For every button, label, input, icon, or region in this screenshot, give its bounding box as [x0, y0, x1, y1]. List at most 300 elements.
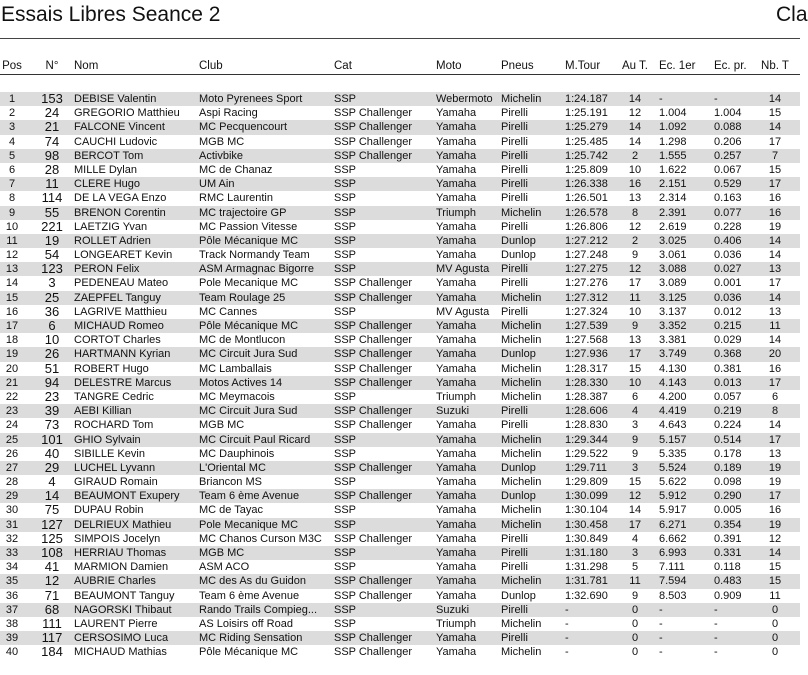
- cell-club: Activbike: [199, 149, 244, 162]
- cell-lap-number: 17: [628, 518, 642, 531]
- cell-nom: MICHAUD Mathias: [74, 646, 167, 659]
- cell-club: Pole Mecanique MC: [199, 277, 299, 290]
- cell-pos: 21: [5, 376, 19, 389]
- cell-moto: Yamaha: [436, 192, 477, 205]
- table-row: [0, 234, 800, 248]
- cell-gap-first: 1.622: [659, 163, 687, 176]
- cell-best-lap: 1:29.809: [565, 476, 608, 489]
- cell-club: MC Cannes: [199, 305, 258, 318]
- cell-best-lap: 1:31.298: [565, 561, 608, 574]
- cell-moto: Yamaha: [436, 362, 477, 375]
- cell-cat: SSP Challenger: [334, 334, 413, 347]
- cell-gap-first: 5.524: [659, 461, 687, 474]
- cell-nom: DUPAU Robin: [74, 504, 144, 517]
- cell-pos: 4: [8, 135, 16, 148]
- cell-nom: LONGEARET Kevin: [74, 249, 173, 262]
- cell-best-lap: 1:28.387: [565, 390, 608, 403]
- cell-lap-number: 2: [631, 234, 639, 247]
- cell-gap-previous: -: [714, 632, 718, 645]
- cell-pneus: Pirelli: [501, 149, 528, 162]
- cell-cat: SSP: [334, 192, 357, 205]
- table-row: [0, 418, 800, 432]
- cell-club: L'Oriental MC: [199, 461, 266, 474]
- cell-num: 3: [48, 275, 56, 291]
- cell-laps-total: 15: [768, 163, 782, 176]
- cell-pos: 17: [5, 320, 19, 332]
- cell-lap-number: 12: [628, 220, 642, 233]
- cell-nom: LAURENT Pierre: [74, 617, 158, 630]
- cell-lap-number: 12: [628, 490, 642, 503]
- cell-cat: SSP Challenger: [334, 376, 413, 389]
- cell-moto: Suzuki: [436, 603, 470, 616]
- cell-lap-number: 11: [629, 291, 641, 304]
- cell-best-lap: 1:27.312: [565, 291, 608, 304]
- cell-gap-previous: 0.909: [714, 589, 742, 602]
- cell-cat: SSP Challenger: [334, 405, 413, 418]
- cell-club: Pôle Mécanique MC: [199, 234, 299, 247]
- cell-gap-first: 2.151: [659, 178, 687, 191]
- table-row: [0, 589, 800, 603]
- cell-gap-previous: 0.354: [714, 518, 742, 531]
- cell-pneus: Pirelli: [501, 121, 528, 134]
- cell-pos: 16: [5, 305, 19, 318]
- cell-nom: CLERE Hugo: [74, 178, 141, 191]
- cell-pneus: Michelin: [501, 518, 542, 531]
- cell-pneus: Pirelli: [501, 263, 528, 276]
- cell-lap-number: 9: [631, 433, 639, 446]
- cell-lap-number: 3: [631, 547, 639, 559]
- cell-best-lap: 1:25.279: [565, 121, 608, 134]
- cell-gap-previous: 0.118: [714, 561, 741, 574]
- cell-moto: Yamaha: [436, 504, 477, 517]
- cell-nom: FALCONE Vincent: [74, 121, 165, 134]
- cell-pos: 13: [5, 263, 19, 276]
- cell-lap-number: 14: [628, 504, 642, 517]
- cell-best-lap: 1:30.849: [565, 532, 608, 545]
- cell-nom: MILLE Dylan: [74, 163, 137, 176]
- cell-cat: SSP: [334, 476, 357, 489]
- cell-pos: 2: [8, 107, 16, 120]
- cell-cat: SSP: [334, 603, 357, 616]
- cell-gap-previous: 0.219: [714, 405, 742, 418]
- cell-pneus: Dunlop: [501, 589, 536, 602]
- results-table: [0, 92, 800, 660]
- cell-laps-total: 17: [768, 376, 782, 389]
- cell-laps-total: 16: [768, 362, 782, 375]
- cell-pneus: Pirelli: [501, 419, 528, 432]
- cell-gap-previous: 0.057: [714, 390, 742, 403]
- cell-nom: TANGRE Cedric: [74, 390, 154, 403]
- cell-club: RMC Laurentin: [199, 192, 273, 205]
- cell-moto: Yamaha: [436, 476, 477, 489]
- cell-nom: PEDENEAU Mateo: [74, 277, 169, 290]
- cell-gap-first: 7.594: [659, 575, 687, 588]
- cell-pos: 31: [5, 518, 19, 531]
- cell-best-lap: 1:25.809: [565, 163, 608, 176]
- table-row: [0, 475, 800, 489]
- cell-pneus: Michelin: [501, 504, 542, 517]
- cell-moto: Yamaha: [436, 433, 477, 446]
- cell-nom: NAGORSKI Thibaut: [74, 603, 172, 616]
- cell-laps-total: 7: [771, 149, 779, 162]
- cell-club: Pole Mecanique MC: [199, 518, 299, 531]
- cell-lap-number: 11: [629, 575, 641, 588]
- cell-gap-first: 8.503: [659, 589, 687, 602]
- cell-best-lap: 1:26.338: [565, 178, 608, 191]
- table-row: [0, 248, 800, 262]
- cell-num: 74: [44, 133, 60, 149]
- cell-best-lap: -: [565, 646, 569, 659]
- cell-moto: MV Agusta: [436, 305, 490, 318]
- cell-num: 12: [44, 573, 60, 589]
- cell-best-lap: 1:25.191: [565, 107, 608, 120]
- cell-gap-first: 3.749: [659, 348, 687, 361]
- cell-nom: DEBISE Valentin: [74, 93, 157, 105]
- cell-moto: Yamaha: [436, 547, 477, 559]
- cell-gap-first: 3.381: [659, 334, 687, 347]
- cell-pos: 8: [8, 192, 16, 205]
- table-row: [0, 645, 800, 659]
- cell-club: Motos Actives 14: [199, 376, 283, 389]
- cell-laps-total: 12: [768, 532, 782, 545]
- table-row: [0, 220, 800, 234]
- cell-laps-total: 6: [771, 390, 779, 403]
- table-row: [0, 262, 800, 276]
- cell-pos: 11: [6, 234, 18, 247]
- cell-moto: Yamaha: [436, 490, 477, 503]
- cell-gap-first: 4.143: [659, 376, 687, 389]
- cell-club: MC des As du Guidon: [199, 575, 307, 588]
- header-best-lap: M.Tour: [565, 60, 601, 72]
- cell-pos: 10: [5, 220, 19, 233]
- cell-nom: HERRIAU Thomas: [74, 547, 167, 559]
- cell-lap-number: 15: [628, 476, 642, 489]
- cell-pneus: Michelin: [501, 575, 542, 588]
- cell-laps-total: 16: [768, 206, 782, 219]
- cell-gap-first: -: [659, 617, 663, 630]
- table-row: [0, 617, 800, 631]
- cell-laps-total: 0: [771, 617, 779, 630]
- table-row: [0, 206, 800, 220]
- header-gap-previous: Ec. pr.: [714, 60, 747, 72]
- cell-nom: GREGORIO Matthieu: [74, 107, 180, 120]
- cell-nom: CORTOT Charles: [74, 334, 161, 347]
- cell-cat: SSP: [334, 504, 357, 517]
- cell-pneus: Dunlop: [501, 249, 536, 262]
- table-row: [0, 333, 800, 347]
- cell-cat: SSP: [334, 178, 357, 191]
- cell-pneus: Michelin: [501, 93, 542, 105]
- cell-laps-total: 19: [768, 461, 782, 474]
- table-row: [0, 191, 800, 205]
- cell-gap-previous: 0.005: [714, 504, 742, 517]
- cell-gap-first: 1.555: [659, 149, 687, 162]
- cell-cat: SSP Challenger: [334, 121, 413, 134]
- cell-lap-number: 9: [631, 447, 639, 460]
- cell-club: MC Chanos Curson M3C: [199, 532, 322, 545]
- cell-laps-total: 14: [768, 121, 782, 134]
- cell-gap-first: 4.419: [659, 405, 687, 418]
- cell-laps-total: 0: [771, 603, 779, 616]
- cell-gap-first: 3.089: [659, 277, 687, 290]
- table-row: [0, 163, 800, 177]
- cell-gap-previous: -: [714, 93, 718, 105]
- cell-gap-previous: 0.001: [714, 277, 742, 290]
- table-row: [0, 404, 800, 418]
- cell-best-lap: 1:27.324: [565, 305, 608, 318]
- cell-pos: 5: [8, 149, 16, 162]
- cell-pneus: Michelin: [501, 362, 542, 375]
- cell-num: 26: [44, 346, 60, 362]
- table-row: [0, 447, 800, 461]
- cell-best-lap: 1:27.275: [565, 263, 608, 276]
- cell-pos: 6: [8, 163, 16, 176]
- cell-moto: Yamaha: [436, 107, 477, 120]
- cell-gap-first: 7.111: [659, 561, 685, 574]
- table-row: [0, 532, 800, 546]
- cell-club: MC de Chanaz: [199, 163, 273, 176]
- cell-lap-number: 9: [631, 249, 639, 262]
- cell-laps-total: 13: [768, 305, 782, 318]
- cell-gap-previous: -: [714, 646, 718, 659]
- cell-club: Team 6 ème Avenue: [199, 490, 300, 503]
- cell-club: MC Pecquencourt: [199, 121, 288, 134]
- cell-nom: SIBILLE Kevin: [74, 447, 145, 460]
- cell-nom: BEAUMONT Tanguy: [74, 589, 175, 602]
- cell-moto: Yamaha: [436, 135, 477, 148]
- cell-gap-first: 5.912: [659, 490, 687, 503]
- cell-cat: SSP: [334, 220, 357, 233]
- cell-cat: SSP Challenger: [334, 532, 413, 545]
- cell-moto: Yamaha: [436, 291, 477, 304]
- cell-gap-previous: 0.206: [714, 135, 742, 148]
- cell-moto: Yamaha: [436, 334, 477, 347]
- table-row: [0, 149, 800, 163]
- cell-lap-number: 8: [631, 206, 639, 219]
- cell-pneus: Michelin: [501, 617, 542, 630]
- cell-pneus: Pirelli: [501, 277, 528, 290]
- cell-gap-previous: 0.098: [714, 476, 742, 489]
- cell-moto: MV Agusta: [436, 263, 490, 276]
- cell-club: MC Dauphinois: [199, 447, 275, 460]
- cell-gap-previous: 0.036: [714, 249, 742, 262]
- table-header: [0, 58, 800, 75]
- cell-cat: SSP Challenger: [334, 149, 413, 162]
- cell-gap-first: 4.130: [659, 362, 687, 375]
- cell-nom: BERCOT Tom: [74, 149, 144, 162]
- cell-gap-previous: 0.029: [714, 334, 742, 347]
- cell-num: 71: [44, 587, 60, 603]
- cell-best-lap: 1:30.458: [565, 518, 608, 531]
- cell-gap-first: 2.314: [659, 192, 687, 205]
- cell-gap-first: 3.125: [659, 291, 687, 304]
- cell-gap-previous: 0.257: [714, 149, 742, 162]
- cell-laps-total: 19: [768, 220, 782, 233]
- table-row: [0, 362, 800, 376]
- cell-club: UM Ain: [199, 178, 235, 191]
- header-nom: Nom: [74, 60, 99, 72]
- cell-gap-first: -: [659, 646, 663, 659]
- cell-nom: MARMION Damien: [74, 561, 169, 574]
- cell-pneus: Michelin: [501, 334, 542, 347]
- cell-pneus: Pirelli: [501, 163, 528, 176]
- cell-nom: CAUCHI Ludovic: [74, 135, 158, 148]
- cell-best-lap: 1:30.104: [565, 504, 608, 517]
- cell-club: Team Roulage 25: [199, 291, 286, 304]
- header-pos: Pos: [2, 60, 22, 72]
- cell-pneus: Michelin: [501, 390, 542, 403]
- cell-gap-previous: 0.077: [714, 206, 742, 219]
- table-row: [0, 319, 800, 333]
- cell-cat: SSP Challenger: [334, 291, 413, 304]
- cell-gap-first: 2.391: [659, 206, 687, 219]
- cell-lap-number: 10: [628, 376, 642, 389]
- cell-lap-number: 12: [628, 107, 642, 120]
- cell-lap-number: 2: [631, 149, 639, 162]
- cell-num: 10: [44, 332, 60, 348]
- cell-num: 98: [44, 147, 60, 163]
- cell-laps-total: 14: [768, 249, 782, 262]
- table-row: [0, 503, 800, 517]
- cell-lap-number: 0: [631, 646, 639, 659]
- cell-laps-total: 14: [768, 93, 782, 105]
- cell-moto: Triumph: [436, 617, 476, 630]
- cell-lap-number: 6: [631, 390, 639, 403]
- cell-lap-number: 0: [631, 603, 639, 616]
- cell-lap-number: 13: [628, 334, 642, 347]
- cell-moto: Yamaha: [436, 249, 477, 262]
- cell-num: 94: [44, 374, 60, 390]
- cell-moto: Yamaha: [436, 646, 477, 659]
- cell-nom: DE LA VEGA Enzo: [74, 192, 167, 205]
- cell-club: Moto Pyrenees Sport: [199, 93, 303, 105]
- cell-nom: ROBERT Hugo: [74, 362, 149, 375]
- cell-lap-number: 15: [628, 362, 642, 375]
- cell-num: 6: [48, 318, 56, 333]
- cell-pneus: Dunlop: [501, 490, 536, 503]
- table-row: [0, 305, 800, 319]
- cell-gap-previous: 0.391: [714, 532, 742, 545]
- cell-gap-previous: 0.178: [714, 447, 742, 460]
- cell-num: 184: [41, 644, 63, 660]
- cell-club: Briancon MS: [199, 476, 262, 489]
- cell-gap-previous: 0.027: [714, 263, 742, 276]
- cell-club: MC de Tayac: [199, 504, 263, 517]
- cell-pos: 3: [8, 121, 16, 134]
- cell-moto: Yamaha: [436, 461, 477, 474]
- cell-gap-first: -: [659, 632, 663, 645]
- cell-gap-first: 4.643: [659, 419, 687, 432]
- cell-nom: BEAUMONT Exupery: [74, 490, 180, 503]
- cell-moto: Yamaha: [436, 447, 477, 460]
- cell-laps-total: 14: [768, 419, 782, 432]
- cell-moto: Yamaha: [436, 561, 477, 574]
- cell-moto: Yamaha: [436, 419, 477, 432]
- cell-gap-first: 2.619: [659, 220, 687, 233]
- cell-club: MC Circuit Paul Ricard: [199, 433, 311, 446]
- cell-lap-number: 10: [628, 305, 642, 318]
- cell-laps-total: 19: [768, 476, 782, 489]
- page-title-right: Cla: [776, 3, 808, 26]
- cell-laps-total: 15: [768, 107, 782, 120]
- cell-pneus: Pirelli: [501, 107, 528, 120]
- cell-num: 101: [41, 431, 63, 447]
- table-row: [0, 276, 800, 290]
- cell-gap-previous: 0.224: [714, 419, 742, 432]
- cell-laps-total: 15: [768, 561, 782, 574]
- cell-laps-total: 16: [768, 504, 782, 517]
- cell-best-lap: 1:28.330: [565, 376, 608, 389]
- cell-best-lap: 1:27.539: [565, 320, 608, 332]
- cell-pneus: Michelin: [501, 447, 542, 460]
- cell-cat: SSP: [334, 206, 357, 219]
- cell-club: ASM Armagnac Bigorre: [199, 263, 314, 276]
- cell-pneus: Michelin: [501, 433, 542, 446]
- cell-gap-previous: 0.036: [714, 291, 742, 304]
- cell-best-lap: 1:26.806: [565, 220, 608, 233]
- cell-lap-number: 12: [628, 263, 642, 276]
- cell-num: 41: [44, 559, 60, 575]
- cell-best-lap: 1:26.578: [565, 206, 608, 219]
- cell-nom: HARTMANN Kyrian: [74, 348, 171, 361]
- cell-nom: DELRIEUX Mathieu: [74, 518, 172, 531]
- cell-gap-previous: 0.290: [714, 490, 742, 503]
- cell-gap-previous: 1.004: [714, 107, 742, 120]
- cell-cat: SSP Challenger: [334, 320, 413, 332]
- cell-cat: SSP Challenger: [334, 135, 413, 148]
- cell-nom: MICHAUD Romeo: [74, 320, 164, 332]
- cell-gap-previous: 0.529: [714, 178, 742, 191]
- cell-pos: 24: [5, 419, 19, 432]
- cell-best-lap: 1:30.099: [565, 490, 608, 503]
- cell-moto: Yamaha: [436, 163, 477, 176]
- cell-moto: Yamaha: [436, 178, 477, 191]
- cell-pneus: Pirelli: [501, 532, 528, 545]
- cell-num: 23: [44, 388, 60, 404]
- cell-pos: 19: [5, 348, 19, 361]
- cell-cat: SSP: [334, 305, 357, 318]
- cell-pneus: Pirelli: [501, 547, 528, 559]
- cell-club: Pôle Mécanique MC: [199, 646, 299, 659]
- cell-gap-first: 6.662: [659, 532, 687, 545]
- cell-gap-previous: 0.012: [714, 305, 742, 318]
- cell-pos: 36: [5, 589, 19, 602]
- cell-club: Track Normandy Team: [199, 249, 310, 262]
- cell-num: 114: [41, 190, 63, 206]
- cell-pneus: Michelin: [501, 476, 542, 489]
- cell-cat: SSP: [334, 617, 357, 630]
- header-cat: Cat: [334, 60, 352, 72]
- cell-best-lap: 1:31.180: [565, 547, 608, 559]
- cell-nom: ROCHARD Tom: [74, 419, 154, 432]
- cell-gap-first: 5.622: [659, 476, 687, 489]
- cell-club: MC Lamballais: [199, 362, 272, 375]
- cell-club: MGB MC: [199, 547, 245, 559]
- header-moto: Moto: [436, 60, 462, 72]
- cell-club: MGB MC: [199, 135, 245, 148]
- cell-best-lap: 1:29.522: [565, 447, 608, 460]
- cell-num: 153: [41, 91, 63, 106]
- cell-pos: 14: [5, 277, 19, 290]
- cell-best-lap: -: [565, 603, 569, 616]
- cell-num: 123: [41, 261, 63, 277]
- cell-num: 127: [41, 516, 63, 532]
- cell-num: 25: [44, 289, 60, 305]
- cell-gap-first: 6.271: [659, 518, 687, 531]
- cell-laps-total: 17: [768, 277, 782, 290]
- cell-gap-previous: 0.088: [714, 121, 742, 134]
- cell-pneus: Michelin: [501, 291, 542, 304]
